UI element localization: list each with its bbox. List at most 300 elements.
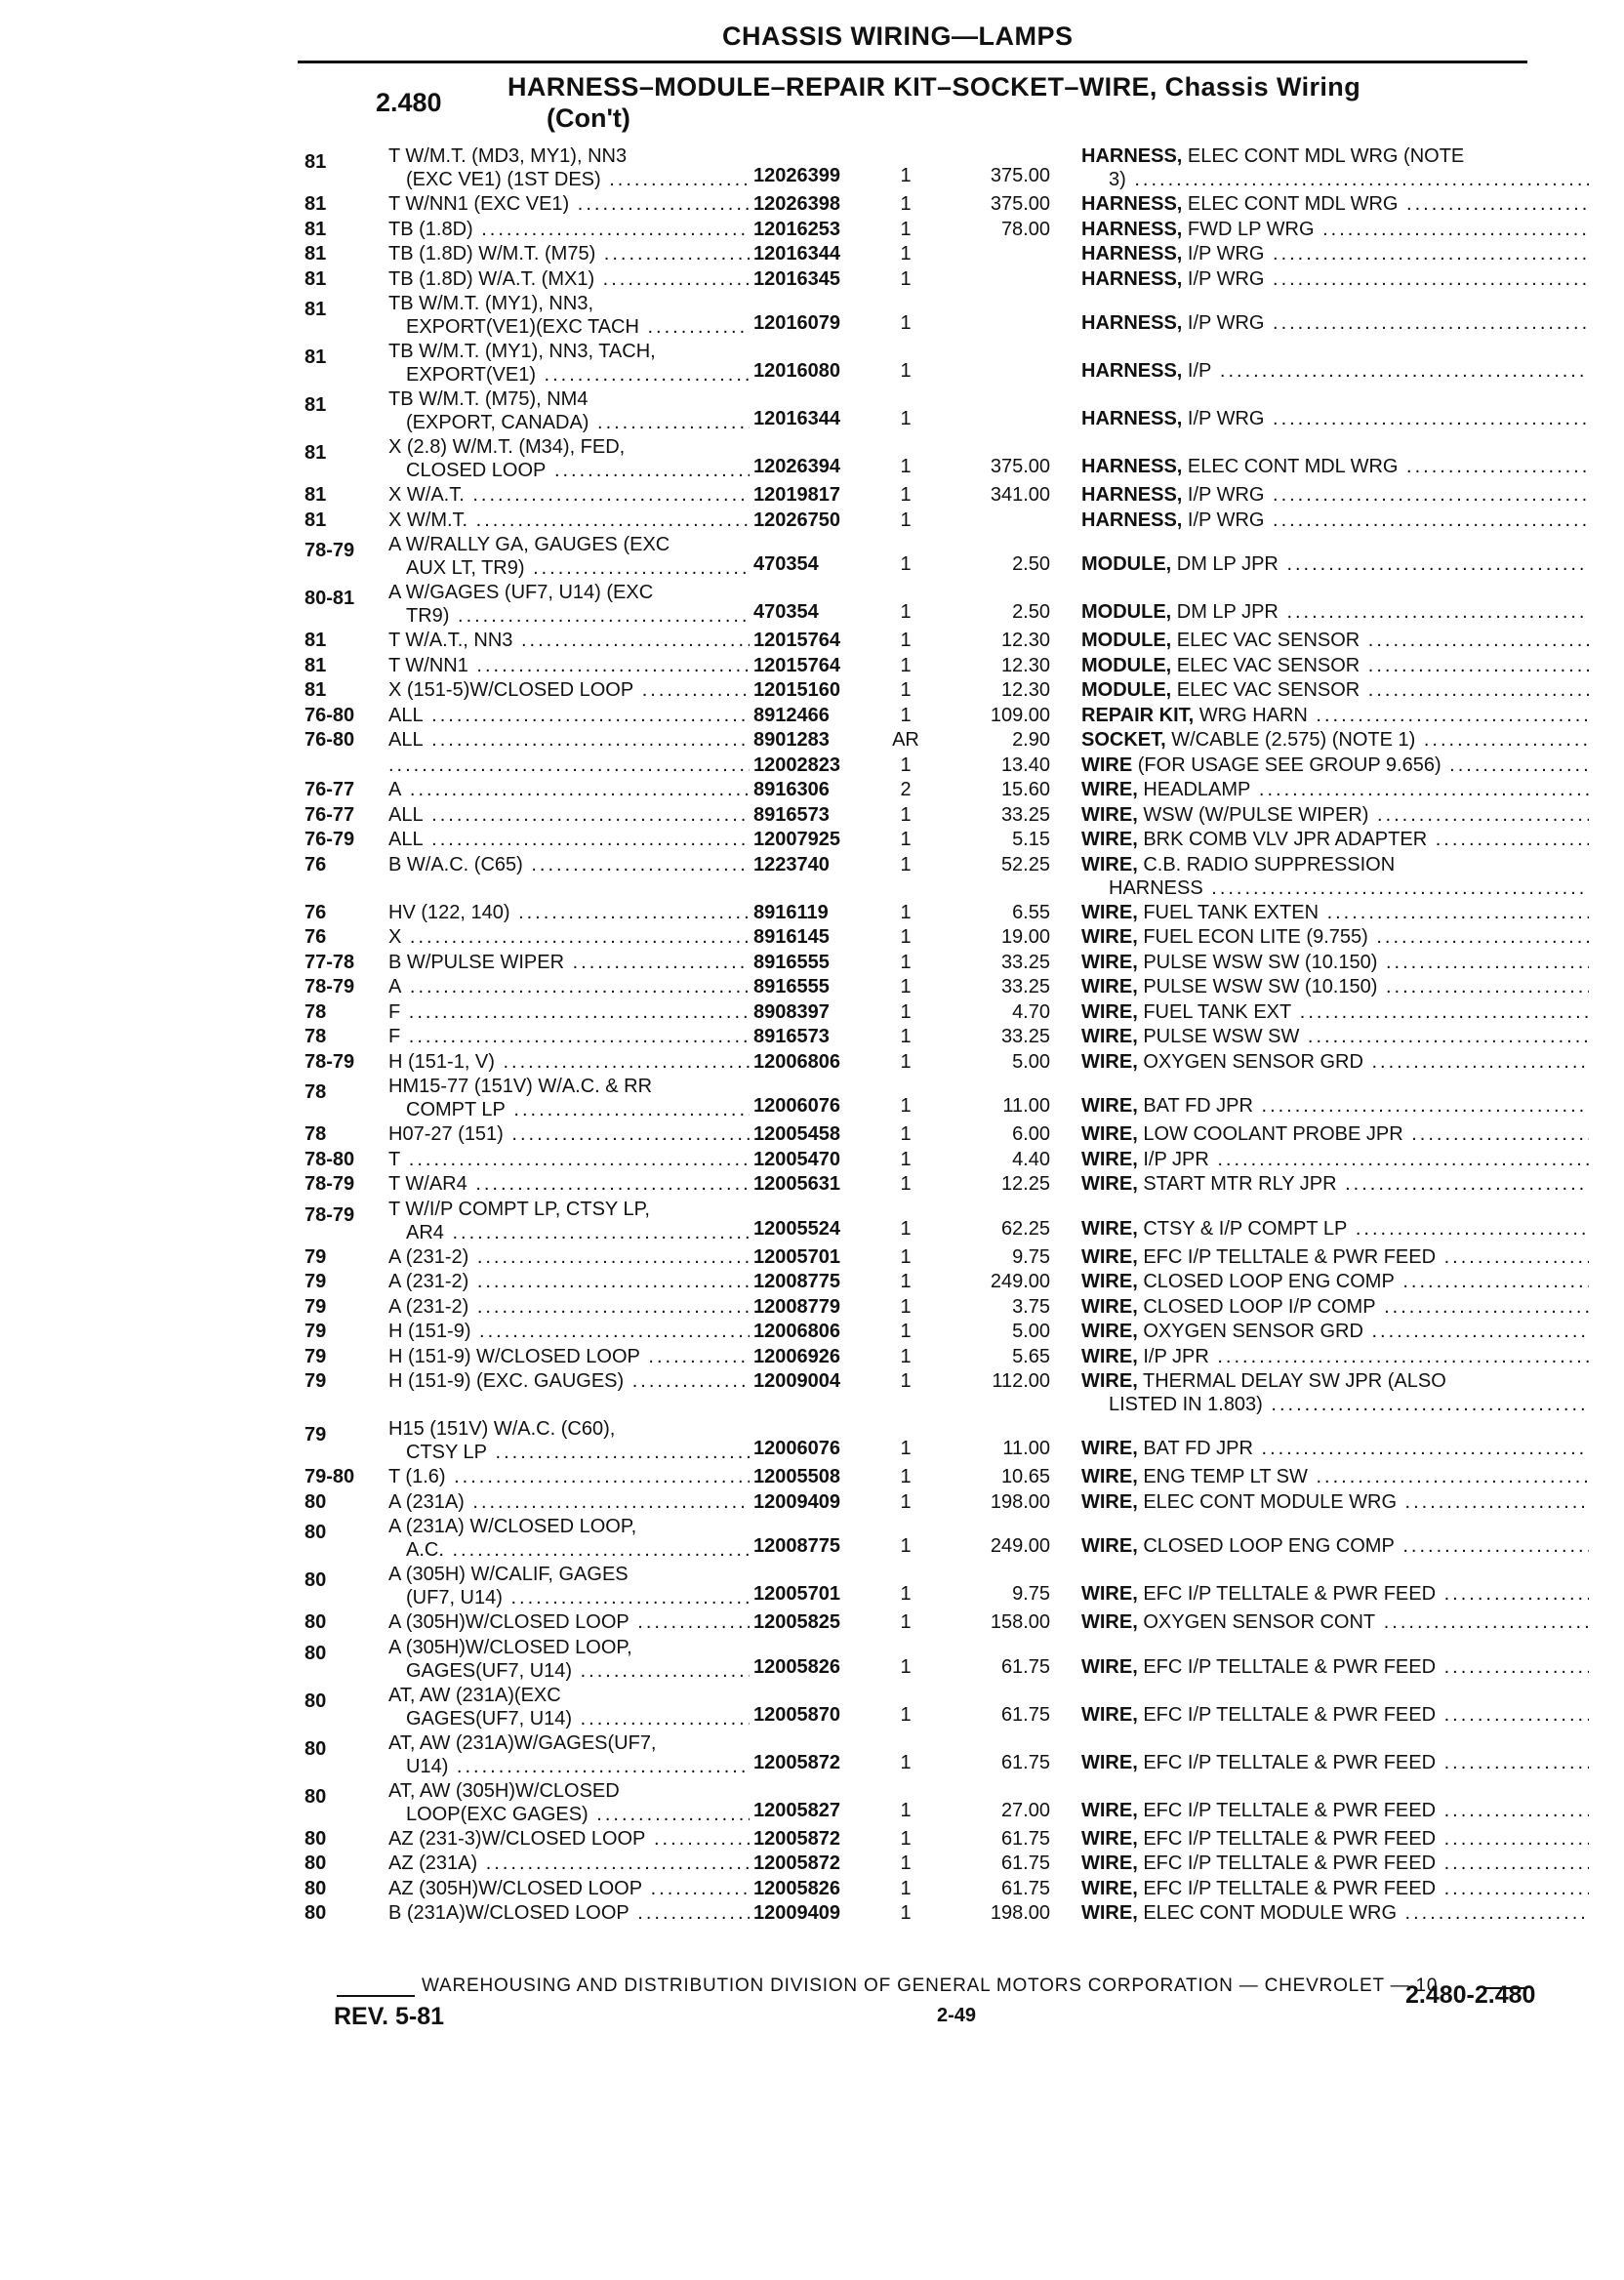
description: SOCKET, W/CABLE (2.575) (NOTE 1) ..... <box>1081 728 1589 752</box>
description: MODULE, DM LP JPR ..... <box>1081 600 1589 624</box>
application-line-1: HV (122, 140) ..... <box>388 901 750 924</box>
description: WIRE, EFC I/P TELLTALE & PWR FEED ..... <box>1081 1655 1589 1679</box>
part-number: 12006806 <box>753 1050 840 1073</box>
quantity: 1 <box>900 1583 912 1605</box>
application <box>388 1345 750 1368</box>
price: 9.75 <box>1012 1583 1050 1605</box>
application-line-1: A ..... <box>388 975 750 998</box>
price: 33.25 <box>1000 951 1050 973</box>
model-year: 81 <box>304 299 327 320</box>
price: 61.75 <box>1000 1703 1050 1726</box>
application-line-1: H (151-1, V) ..... <box>388 1050 750 1074</box>
model-year: 81 <box>304 484 327 506</box>
quantity: 1 <box>900 553 912 575</box>
application <box>388 267 750 291</box>
price: 15.60 <box>1000 779 1050 800</box>
part-number: 8916573 <box>753 803 830 826</box>
part-number: 12026750 <box>753 509 840 531</box>
price: 27.00 <box>1000 1799 1050 1821</box>
application-line-1: T W/M.T. (MD3, MY1), NN3 <box>388 145 628 167</box>
part-number: 12008775 <box>753 1271 840 1292</box>
application <box>388 1270 750 1293</box>
quantity: 1 <box>900 1655 912 1678</box>
quantity: 1 <box>900 1050 912 1073</box>
application-line-1: A (231-2) ..... <box>388 1270 750 1293</box>
part-number: 12005826 <box>753 1877 840 1899</box>
quantity: 1 <box>900 1535 912 1557</box>
revision-label: REV. 5-81 <box>334 2003 445 2030</box>
model-year: 80 <box>304 1522 327 1543</box>
quantity: 1 <box>900 1123 912 1145</box>
model-year: 80 <box>304 1852 327 1874</box>
application <box>388 1610 750 1634</box>
part-number: 12016253 <box>753 218 840 240</box>
application-line-1: X W/M.T. ..... <box>388 509 750 532</box>
application-line-1: AT, AW (305H)W/CLOSED <box>388 1779 620 1802</box>
section-title: HARNESS–MODULE–REPAIR KIT–SOCKET–WIRE, Chassis Wiring <box>508 72 1361 102</box>
description-noun: MODULE, <box>1081 679 1172 701</box>
application-line-2: CTSY LP ..... <box>388 1441 750 1464</box>
application <box>388 1684 750 1730</box>
model-year: 81 <box>304 509 327 531</box>
application <box>388 925 750 949</box>
quantity: 1 <box>900 1466 912 1487</box>
description: WIRE, EFC I/P TELLTALE & PWR FEED ..... <box>1081 1877 1589 1900</box>
model-year: 78 <box>304 1081 327 1103</box>
description-noun: WIRE, <box>1081 1877 1138 1899</box>
description: WIRE, BRK COMB VLV JPR ADAPTER ..... <box>1081 828 1589 851</box>
application-line-1: H (151-9) W/CLOSED LOOP ..... <box>388 1345 750 1368</box>
application-line-1: F ..... <box>388 1000 750 1024</box>
description: MODULE, ELEC VAC SENSOR ..... <box>1081 678 1589 702</box>
price: 62.25 <box>1000 1217 1050 1240</box>
price: 12.30 <box>1000 630 1050 651</box>
application-line-1: ALL ..... <box>388 704 750 727</box>
description-noun: WIRE, <box>1081 1148 1138 1170</box>
part-number: 12005524 <box>753 1217 840 1240</box>
part-number: 12005825 <box>753 1611 840 1633</box>
description: MODULE, ELEC VAC SENSOR ..... <box>1081 654 1589 677</box>
price: 112.00 <box>992 1370 1050 1392</box>
description-noun: WIRE, <box>1081 1827 1138 1850</box>
quantity: 1 <box>900 1173 912 1195</box>
application <box>388 1417 750 1464</box>
description-noun: WIRE, <box>1081 951 1138 973</box>
quantity: 1 <box>900 976 912 998</box>
quantity: 1 <box>900 926 912 948</box>
model-year: 80 <box>304 1490 327 1513</box>
application <box>388 853 750 876</box>
model-year: 81 <box>304 394 327 416</box>
description-noun: MODULE, <box>1081 630 1172 651</box>
model-year: 81 <box>304 654 327 676</box>
part-number: 12005470 <box>753 1148 840 1170</box>
model-year: 76 <box>304 901 327 923</box>
model-year: 79 <box>304 1345 327 1367</box>
quantity: 1 <box>900 312 912 334</box>
application-line-1: AT, AW (231A)W/GAGES(UF7, <box>388 1731 657 1754</box>
price: 61.75 <box>1000 1852 1050 1874</box>
price: 4.70 <box>1012 1000 1050 1023</box>
description-noun: HARNESS, <box>1081 312 1183 334</box>
price: 52.25 <box>1000 853 1050 875</box>
description: WIRE, EFC I/P TELLTALE & PWR FEED ..... <box>1081 1799 1589 1822</box>
quantity: 1 <box>900 165 912 186</box>
application <box>388 654 750 677</box>
part-number: 1223740 <box>753 853 830 875</box>
application-line-1: A ..... <box>388 778 750 801</box>
description-noun: WIRE, <box>1081 1490 1138 1513</box>
price: 78.00 <box>1000 218 1050 240</box>
model-year: 78-79 <box>304 540 355 561</box>
description-noun: WIRE, <box>1081 1000 1138 1023</box>
model-year: 81 <box>304 218 327 240</box>
price: 13.40 <box>1000 753 1050 776</box>
description: HARNESS, I/P WRG ..... <box>1081 267 1589 291</box>
quantity: 1 <box>900 1438 912 1459</box>
description: WIRE, EFC I/P TELLTALE & PWR FEED ..... <box>1081 1245 1589 1269</box>
part-number: 12005701 <box>753 1245 840 1268</box>
description-noun: WIRE, <box>1081 1370 1138 1392</box>
price: 249.00 <box>990 1271 1050 1292</box>
part-number: 12009409 <box>753 1902 840 1924</box>
quantity: 1 <box>900 1026 912 1047</box>
part-number: 12015764 <box>753 654 840 676</box>
price: 4.40 <box>1012 1148 1050 1170</box>
application-line-1: T W/A.T., NN3 ..... <box>388 629 750 652</box>
model-year: 79 <box>304 1424 327 1445</box>
application-line-2: A.C. ..... <box>388 1538 750 1562</box>
application-line-1: H (151-9) ..... <box>388 1320 750 1343</box>
description-line-2: HARNESS ..... <box>1081 876 1589 900</box>
price: 341.00 <box>990 484 1050 506</box>
price: 109.00 <box>990 704 1050 726</box>
application-line-1: T W/NN1 (EXC VE1) ..... <box>388 192 750 216</box>
application <box>388 629 750 652</box>
description: WIRE, EFC I/P TELLTALE & PWR FEED ..... <box>1081 1582 1589 1606</box>
application <box>388 1172 750 1196</box>
price: 11.00 <box>1002 1438 1050 1459</box>
application <box>388 1901 750 1925</box>
footer-rule-left <box>337 1995 415 1997</box>
model-year: 80 <box>304 1737 327 1760</box>
part-number: 12005701 <box>753 1583 840 1605</box>
application-line-1 <box>388 753 750 777</box>
description: WIRE, EFC I/P TELLTALE & PWR FEED ..... <box>1081 1703 1589 1727</box>
part-number: 8916555 <box>753 976 830 998</box>
quantity: 1 <box>900 1095 912 1117</box>
price: 375.00 <box>990 193 1050 215</box>
model-year: 81 <box>304 267 327 290</box>
model-year: 81 <box>304 151 327 173</box>
price: 375.00 <box>990 456 1050 477</box>
application <box>388 483 750 507</box>
application-line-1: ALL ..... <box>388 828 750 851</box>
quantity: 1 <box>900 1000 912 1023</box>
description-noun: MODULE, <box>1081 601 1172 623</box>
description-noun: WIRE, <box>1081 1535 1138 1557</box>
description: WIRE, PULSE WSW SW (10.150) ..... <box>1081 975 1589 998</box>
quantity: 1 <box>900 654 912 676</box>
application-line-1: F ..... <box>388 1025 750 1048</box>
application <box>388 242 750 265</box>
description: HARNESS, ELEC CONT MDL WRG ..... <box>1081 455 1589 478</box>
price: 12.25 <box>1000 1173 1050 1195</box>
application <box>388 192 750 216</box>
price: 5.15 <box>1012 829 1050 850</box>
model-year: 78-79 <box>304 976 355 998</box>
part-number: 470354 <box>753 601 819 623</box>
application-line-2: AUX LT, TR9) ..... <box>388 556 750 580</box>
quantity: 1 <box>900 679 912 701</box>
description-noun: WIRE, <box>1081 926 1138 948</box>
part-number: 8912466 <box>753 704 830 726</box>
application-line-1: H15 (151V) W/A.C. (C60), <box>388 1418 616 1440</box>
model-year: 78 <box>304 1123 327 1145</box>
section-range: 2.480-2.480 <box>1405 1981 1536 2009</box>
part-number: 12006076 <box>753 1438 840 1459</box>
description-noun: WIRE, <box>1081 901 1138 923</box>
price: 198.00 <box>990 1902 1050 1924</box>
quantity: 1 <box>900 1877 912 1899</box>
application <box>388 1245 750 1269</box>
application <box>388 1198 750 1244</box>
application-line-1: H (151-9) (EXC. GAUGES) ..... <box>388 1369 750 1393</box>
description-noun: WIRE, <box>1081 1217 1138 1240</box>
application-line-1: X W/A.T. ..... <box>388 483 750 507</box>
quantity: 1 <box>900 509 912 531</box>
description: WIRE, EFC I/P TELLTALE & PWR FEED ..... <box>1081 1827 1589 1851</box>
application-line-1: TB (1.8D) W/A.T. (MX1) ..... <box>388 267 750 291</box>
quantity: 1 <box>900 243 912 265</box>
application-line-1: T W/I/P COMPT LP, CTSY LP, <box>388 1198 650 1220</box>
price: 3.75 <box>1012 1295 1050 1318</box>
model-year: 81 <box>304 346 327 368</box>
description: WIRE, OXYGEN SENSOR CONT ..... <box>1081 1610 1589 1634</box>
model-year: 78 <box>304 1026 327 1047</box>
application-line-2: COMPT LP ..... <box>388 1098 750 1121</box>
quantity: AR <box>892 729 919 751</box>
quantity: 1 <box>900 704 912 726</box>
application <box>388 218 750 241</box>
application <box>388 1075 750 1121</box>
model-year: 80 <box>304 1569 327 1591</box>
application <box>388 1050 750 1074</box>
quantity: 1 <box>900 456 912 477</box>
part-number: 12006926 <box>753 1345 840 1367</box>
description-noun: MODULE, <box>1081 654 1172 676</box>
description-noun: WIRE, <box>1081 803 1138 826</box>
application-line-1: X ..... <box>388 925 750 949</box>
description: HARNESS, I/P WRG ..... <box>1081 311 1589 335</box>
application-line-1: TB (1.8D) ..... <box>388 218 750 241</box>
model-year: 77-78 <box>304 951 355 973</box>
application <box>388 1148 750 1171</box>
part-number: 12005872 <box>753 1852 840 1874</box>
description-line-2: 3) ..... <box>1081 168 1589 191</box>
quantity: 1 <box>900 1902 912 1924</box>
description-noun: HARNESS, <box>1081 267 1183 290</box>
application-line-1: TB W/M.T. (M75), NM4 <box>388 388 589 410</box>
description: WIRE, ELEC CONT MODULE WRG ..... <box>1081 1490 1589 1514</box>
model-year: 76-77 <box>304 779 355 800</box>
application <box>388 387 750 434</box>
description: HARNESS, I/P WRG ..... <box>1081 407 1589 430</box>
description: HARNESS, I/P WRG ..... <box>1081 483 1589 507</box>
part-number: 12005872 <box>753 1827 840 1850</box>
part-number: 12005508 <box>753 1466 840 1487</box>
price: 33.25 <box>1000 1026 1050 1047</box>
description-noun: WIRE, <box>1081 1050 1138 1073</box>
application <box>388 1852 750 1875</box>
part-number: 470354 <box>753 553 819 575</box>
application <box>388 581 750 628</box>
application-line-1: A (231A) ..... <box>388 1490 750 1514</box>
description-noun: HARNESS, <box>1081 456 1183 477</box>
footer-text: WAREHOUSING AND DISTRIBUTION DIVISION OF GENERAL MOTORS CORPORATION — CHEVROLET — 10 <box>422 1975 1439 1996</box>
model-year: 80 <box>304 1877 327 1899</box>
application-line-1: X (151-5)W/CLOSED LOOP ..... <box>388 678 750 702</box>
part-number: 12005826 <box>753 1655 840 1678</box>
application-line-1: A (305H)W/CLOSED LOOP, <box>388 1636 632 1658</box>
application <box>388 509 750 532</box>
application-line-2: GAGES(UF7, U14) ..... <box>388 1707 750 1730</box>
model-year: 80-81 <box>304 588 355 609</box>
application <box>388 1490 750 1514</box>
price: 9.75 <box>1012 1245 1050 1268</box>
description: WIRE, START MTR RLY JPR ..... <box>1081 1172 1589 1196</box>
quantity: 1 <box>900 1827 912 1850</box>
description: WIRE, FUEL ECON LITE (9.755) ..... <box>1081 925 1589 949</box>
price: 2.50 <box>1012 601 1050 623</box>
description: WIRE, LOW COOLANT PROBE JPR ..... <box>1081 1122 1589 1146</box>
description-noun: WIRE, <box>1081 1703 1138 1726</box>
application <box>388 778 750 801</box>
part-number: 12008779 <box>753 1295 840 1318</box>
model-year: 80 <box>304 1642 327 1664</box>
section-subtitle: (Con't) <box>547 103 630 133</box>
application <box>388 1122 750 1146</box>
application-line-2: CLOSED LOOP ..... <box>388 459 750 482</box>
price: 2.90 <box>1012 729 1050 751</box>
model-year: 78-79 <box>304 1173 355 1195</box>
description: WIRE, CTSY & I/P COMPT LP ..... <box>1081 1217 1589 1241</box>
quantity: 1 <box>900 408 912 429</box>
part-number: 12005870 <box>753 1703 840 1726</box>
part-number: 8916555 <box>753 951 830 973</box>
price: 5.00 <box>1012 1050 1050 1073</box>
model-year: 79 <box>304 1295 327 1318</box>
price: 6.55 <box>1012 901 1050 923</box>
application-line-1: T ..... <box>388 1148 750 1171</box>
part-number: 12005872 <box>753 1751 840 1773</box>
description-noun: WIRE, <box>1081 1466 1138 1487</box>
quantity: 1 <box>900 218 912 240</box>
page-number: 2-49 <box>937 2005 977 2026</box>
description-noun: WIRE, <box>1081 1852 1138 1874</box>
application <box>388 1295 750 1319</box>
application-line-1: B (231A)W/CLOSED LOOP ..... <box>388 1901 750 1925</box>
model-year: 78-79 <box>304 1050 355 1073</box>
description: HARNESS, ELEC CONT MDL WRG ..... <box>1081 192 1589 216</box>
description: WIRE, ENG TEMP LT SW ..... <box>1081 1465 1589 1488</box>
part-number: 12019817 <box>753 484 840 506</box>
description-noun: WIRE, <box>1081 1345 1138 1367</box>
part-number: 12005458 <box>753 1123 840 1145</box>
price: 6.00 <box>1012 1123 1050 1145</box>
model-year: 80 <box>304 1827 327 1850</box>
description-noun: WIRE, <box>1081 1026 1138 1047</box>
application-line-1: H07-27 (151) ..... <box>388 1122 750 1146</box>
description-noun: HARNESS, <box>1081 509 1183 531</box>
description: WIRE, THERMAL DELAY SW JPR (ALSO LISTED IN 1.803) ..... <box>1081 1369 1589 1416</box>
quantity: 1 <box>900 1148 912 1170</box>
model-year: 79 <box>304 1271 327 1292</box>
description: WIRE, C.B. RADIO SUPPRESSION HARNESS ..... <box>1081 853 1589 900</box>
price: 249.00 <box>990 1535 1050 1557</box>
quantity: 1 <box>900 1217 912 1240</box>
quantity: 1 <box>900 193 912 215</box>
description: HARNESS, ELEC CONT MDL WRG (NOTE 3) ..... <box>1081 144 1589 191</box>
application <box>388 1369 750 1393</box>
quantity: 1 <box>900 1295 912 1318</box>
application <box>388 901 750 924</box>
description-noun: MODULE, <box>1081 553 1172 575</box>
description-noun: WIRE, <box>1081 1173 1138 1195</box>
part-number: 12016344 <box>753 408 840 429</box>
description-noun: HARNESS, <box>1081 218 1183 240</box>
description: WIRE, BAT FD JPR ..... <box>1081 1437 1589 1460</box>
description-noun: WIRE <box>1081 753 1133 776</box>
application-line-2: GAGES(UF7, U14) ..... <box>388 1659 750 1683</box>
application-line-2: U14) ..... <box>388 1755 750 1778</box>
application <box>388 1465 750 1488</box>
part-number: 12016344 <box>753 243 840 265</box>
quantity: 1 <box>900 601 912 623</box>
application <box>388 435 750 482</box>
part-number: 8916119 <box>753 901 829 923</box>
description-noun: WIRE, <box>1081 1611 1138 1633</box>
model-year: 81 <box>304 679 327 701</box>
quantity: 1 <box>900 360 912 382</box>
application-line-1: A (231A) W/CLOSED LOOP, <box>388 1516 637 1537</box>
model-year: 81 <box>304 243 327 265</box>
price: 33.25 <box>1000 976 1050 998</box>
price: 61.75 <box>1000 1655 1050 1678</box>
description-noun: WIRE, <box>1081 1271 1138 1292</box>
description-noun: WIRE, <box>1081 779 1138 800</box>
application <box>388 1563 750 1609</box>
quantity: 1 <box>900 853 912 875</box>
model-year: 80 <box>304 1611 327 1633</box>
part-number: 12016080 <box>753 360 840 382</box>
price: 61.75 <box>1000 1877 1050 1899</box>
model-year: 80 <box>304 1902 327 1924</box>
part-number: 12007925 <box>753 829 840 850</box>
model-year: 76-80 <box>304 704 355 726</box>
quantity: 1 <box>900 1490 912 1513</box>
application <box>388 951 750 974</box>
model-year: 76-80 <box>304 729 355 751</box>
application <box>388 803 750 827</box>
application-line-1: AZ (231-3)W/CLOSED LOOP ..... <box>388 1827 750 1851</box>
application-line-1: A W/RALLY GA, GAUGES (EXC <box>388 534 670 555</box>
description: WIRE, I/P JPR ..... <box>1081 1148 1589 1171</box>
price: 61.75 <box>1000 1751 1050 1773</box>
price: 10.65 <box>1000 1466 1050 1487</box>
price: 33.25 <box>1000 803 1050 826</box>
price: 2.50 <box>1012 553 1050 575</box>
